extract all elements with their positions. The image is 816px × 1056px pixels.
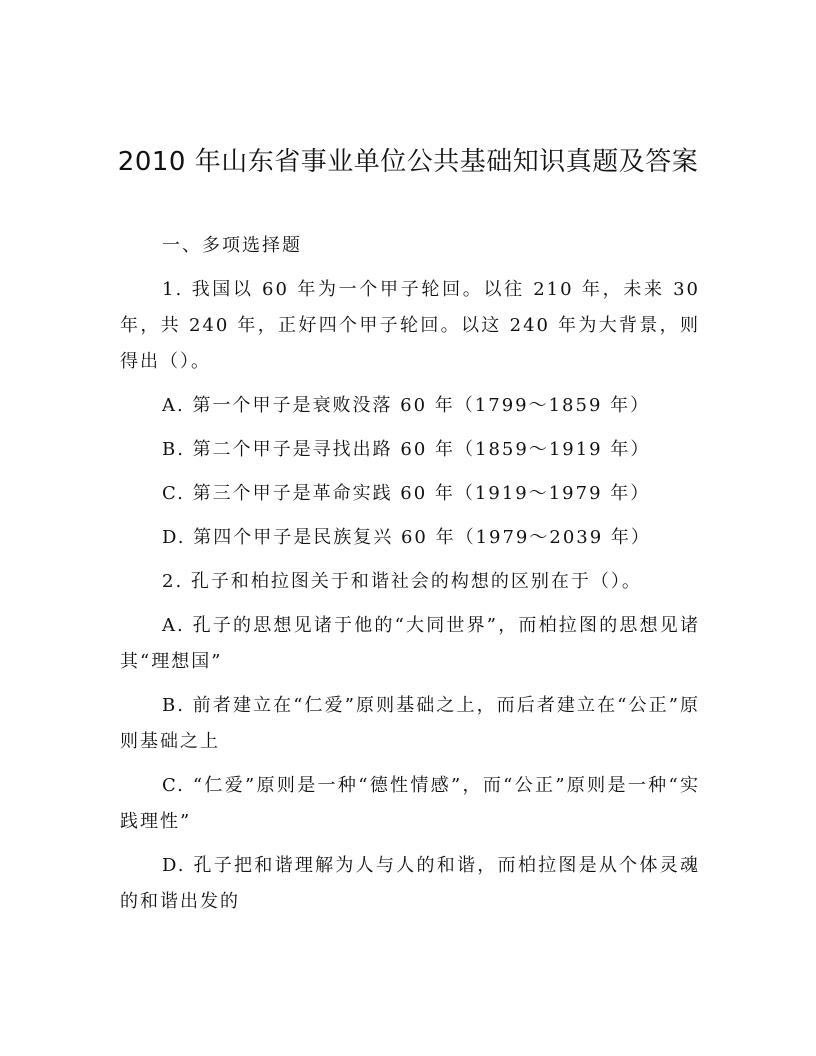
question-2-option-a: A. 孔子的思想见诸于他的“大同世界”，而柏拉图的思想见诸其“理想国” <box>120 615 700 672</box>
question-1-option-b: B. 第二个甲子是寻找出路 60 年（1859～1919 年） <box>162 439 651 460</box>
question-1-stem: 1. 我国以 60 年为一个甲子轮回。以往 210 年，未来 30 年，共 240 年，正好四个甲子轮回。以这 240 年为大背景，则得出（）。 <box>120 279 700 372</box>
question-1-option-d: D. 第四个甲子是民族复兴 60 年（1979～2039 年） <box>162 527 651 548</box>
question-1-option-c: C. 第三个甲子是革命实践 60 年（1919～1979 年） <box>162 483 651 504</box>
section-heading: 一、多项选择题 <box>162 235 302 256</box>
question-1-option-a: A. 第一个甲子是衰败没落 60 年（1799～1859 年） <box>162 395 651 416</box>
document-title: 2010 年山东省事业单位公共基础知识真题及答案 <box>117 147 699 177</box>
question-2-stem: 2. 孔子和柏拉图关于和谐社会的构想的区别在于（）。 <box>162 571 642 592</box>
document-body <box>120 228 700 928</box>
question-2-option-b: B. 前者建立在“仁爱”原则基础之上，而后者建立在“公正”原则基础之上 <box>120 695 700 752</box>
question-2-option-d: D. 孔子把和谐理解为人与人的和谐，而柏拉图是从个体灵魂的和谐出发的 <box>120 855 700 912</box>
question-2-option-c: C. “仁爱”原则是一种“德性情感”，而“公正”原则是一种“实践理性” <box>120 775 700 832</box>
